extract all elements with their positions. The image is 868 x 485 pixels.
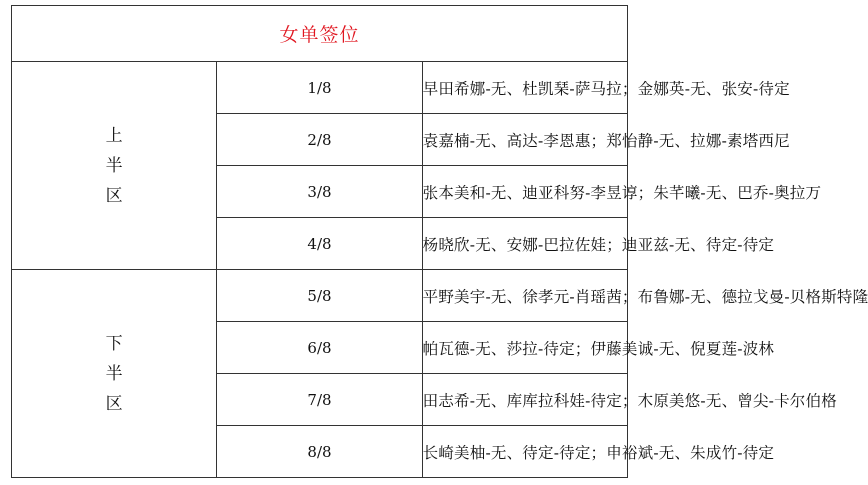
draw-table-container (11, 5, 868, 478)
draw-cell: 长崎美柚-无、待定-待定；申裕斌-无、朱成竹-待定 (422, 426, 627, 478)
top-half-label (12, 62, 217, 270)
bottom-half-text: 下 半 区 (105, 333, 123, 414)
draw-cell: 早田希娜-无、杜凯琹-萨马拉；金娜英-无、张安-待定 (422, 62, 627, 114)
section-cell: 1/8 (217, 62, 422, 114)
draw-cell: 平野美宇-无、徐孝元-肖瑶茜；布鲁娜-无、德拉戈曼-贝格斯特隆 (422, 270, 627, 322)
table-row (12, 62, 628, 114)
section-cell: 5/8 (217, 270, 422, 322)
section-cell: 4/8 (217, 218, 422, 270)
table-row (12, 270, 628, 322)
draw-cell: 杨晓欣-无、安娜-巴拉佐娃；迪亚兹-无、待定-待定 (422, 218, 627, 270)
section-cell: 7/8 (217, 374, 422, 426)
section-cell: 3/8 (217, 166, 422, 218)
draw-cell: 张本美和-无、迪亚科努-李昱谆；朱芊曦-无、巴乔-奥拉万 (422, 166, 627, 218)
top-half-text: 上 半 区 (105, 125, 123, 206)
draw-cell: 田志希-无、库库拉科娃-待定；木原美悠-无、曾尖-卡尔伯格 (422, 374, 627, 426)
womens-singles-draw-table (11, 5, 868, 478)
draw-cell: 袁嘉楠-无、高达-李恩惠；郑怡静-无、拉娜-素塔西尼 (422, 114, 627, 166)
section-cell: 8/8 (217, 426, 422, 478)
section-cell: 6/8 (217, 322, 422, 374)
bottom-half-label (12, 270, 217, 478)
title-row (12, 6, 628, 62)
draw-cell: 帕瓦德-无、莎拉-待定；伊藤美诚-无、倪夏莲-波林 (422, 322, 627, 374)
table-title: 女单签位 (12, 6, 628, 62)
section-cell: 2/8 (217, 114, 422, 166)
